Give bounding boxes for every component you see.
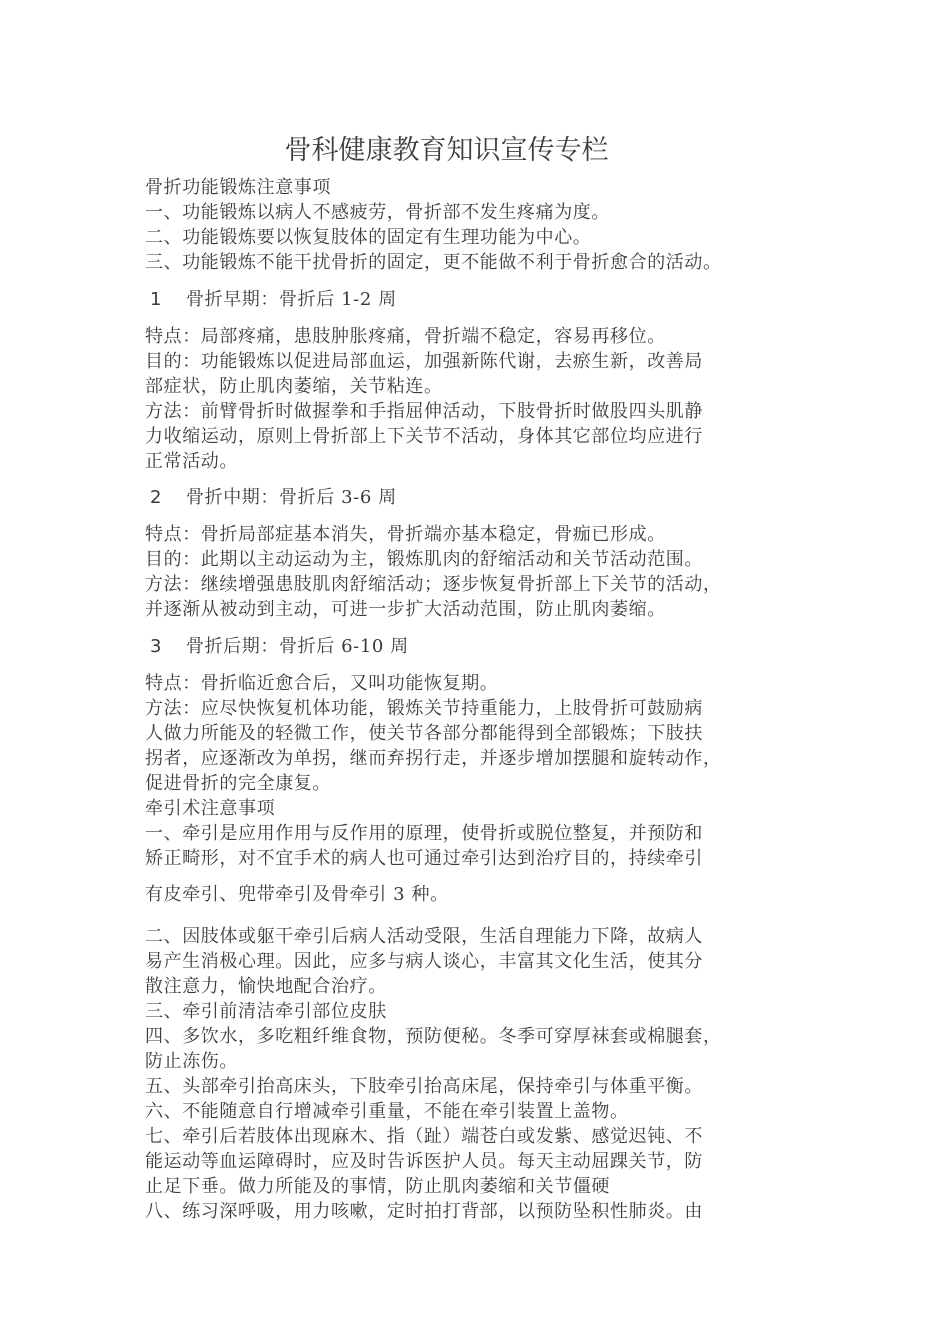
paragraph-line: 三、牵引前清洁牵引部位皮肤	[145, 1001, 387, 1022]
section-title: 骨折后期：骨折后 6-10 周	[186, 636, 409, 657]
paragraph-line: 止足下垂。做力所能及的事情，防止肌肉萎缩和关节僵硬	[145, 1176, 610, 1197]
section-title: 骨折早期：骨折后 1-2 周	[186, 289, 397, 310]
paragraph-line: 二、因肢体或躯干牵引后病人活动受限，生活自理能力下降，故病人	[145, 926, 703, 947]
paragraph-line: 目的：功能锻炼以促进局部血运，加强新陈代谢，去瘀生新，改善局	[145, 351, 703, 372]
paragraph-line: 目的：此期以主动运动为主，锻炼肌肉的舒缩活动和关节活动范围。	[145, 549, 703, 570]
paragraph-line: 力收缩运动，原则上骨折部上下关节不活动，身体其它部位均应进行	[145, 426, 703, 447]
section-heading-early	[150, 287, 397, 313]
paragraph-line: 方法：应尽快恢复机体功能，锻炼关节持重能力，上肢骨折可鼓励病	[145, 698, 703, 719]
section-heading-late	[150, 634, 409, 660]
paragraph-line: 二、功能锻炼要以恢复肢体的固定有生理功能为中心。	[145, 227, 592, 248]
paragraph-line: 五、头部牵引抬高床头，下肢牵引抬高床尾，保持牵引与体重平衡。	[145, 1076, 703, 1097]
paragraph-line: 促进骨折的完全康复。	[145, 773, 331, 794]
paragraph-line: 拐者，应逐渐改为单拐，继而弃拐行走，并逐步增加摆腿和旋转动作，	[145, 748, 722, 769]
paragraph-line: 能运动等血运障碍时，应及时告诉医护人员。每天主动屈踝关节，防	[145, 1151, 703, 1172]
paragraph-line: 一、牵引是应用作用与反作用的原理，使骨折或脱位整复，并预防和	[145, 823, 703, 844]
paragraph-line: 防止冻伤。	[145, 1051, 238, 1072]
section-heading-middle	[150, 485, 397, 511]
subheading-fracture-exercise: 骨折功能锻炼注意事项	[145, 177, 331, 198]
page-title: 骨科健康教育知识宣传专栏	[284, 135, 609, 166]
paragraph-line: 特点：骨折临近愈合后，又叫功能恢复期。	[145, 673, 499, 694]
paragraph-line: 八、练习深呼吸，用力咳嗽，定时拍打背部，以预防坠积性肺炎。由	[145, 1201, 703, 1222]
paragraph-line: 方法：继续增强患肢肌肉舒缩活动；逐步恢复骨折部上下关节的活动，	[145, 574, 722, 595]
paragraph-line: 四、多饮水，多吃粗纤维食物，预防便秘。冬季可穿厚袜套或棉腿套，	[145, 1026, 722, 1047]
section-number: 2	[150, 487, 162, 508]
paragraph-line: 矫正畸形，对不宜手术的病人也可通过牵引达到治疗目的，持续牵引	[145, 848, 703, 869]
paragraph-line: 正常活动。	[145, 451, 238, 472]
paragraph-line: 特点：骨折局部症基本消失，骨折端亦基本稳定，骨痂已形成。	[145, 524, 666, 545]
paragraph-line: 一、功能锻炼以病人不感疲劳，骨折部不发生疼痛为度。	[145, 202, 610, 223]
subheading-traction: 牵引术注意事项	[145, 798, 276, 819]
paragraph-line: 方法：前臂骨折时做握拳和手指屈伸活动，下肢骨折时做股四头肌静	[145, 401, 703, 422]
section-number: 1	[150, 289, 162, 310]
paragraph-line: 人做力所能及的轻微工作，使关节各部分都能得到全部锻炼；下肢扶	[145, 723, 703, 744]
paragraph-line: 并逐渐从被动到主动，可进一步扩大活动范围，防止肌肉萎缩。	[145, 599, 666, 620]
paragraph-line: 六、不能随意自行增减牵引重量，不能在牵引装置上盖物。	[145, 1101, 629, 1122]
paragraph-line: 散注意力，愉快地配合治疗。	[145, 976, 387, 997]
paragraph-line: 三、功能锻炼不能干扰骨折的固定，更不能做不利于骨折愈合的活动。	[145, 252, 722, 273]
paragraph-line: 特点：局部疼痛，患肢肿胀疼痛，骨折端不稳定，容易再移位。	[145, 326, 666, 347]
traction-types-note: 有皮牵引、兜带牵引及骨牵引 3 种。	[145, 884, 449, 905]
paragraph-line: 部症状，防止肌肉萎缩，关节粘连。	[145, 376, 443, 397]
section-title: 骨折中期：骨折后 3-6 周	[186, 487, 397, 508]
section-number: 3	[150, 636, 162, 657]
paragraph-line: 七、牵引后若肢体出现麻木、指（趾）端苍白或发紫、感觉迟钝、不	[145, 1126, 703, 1147]
paragraph-line: 易产生消极心理。因此，应多与病人谈心，丰富其文化生活，使其分	[145, 951, 703, 972]
